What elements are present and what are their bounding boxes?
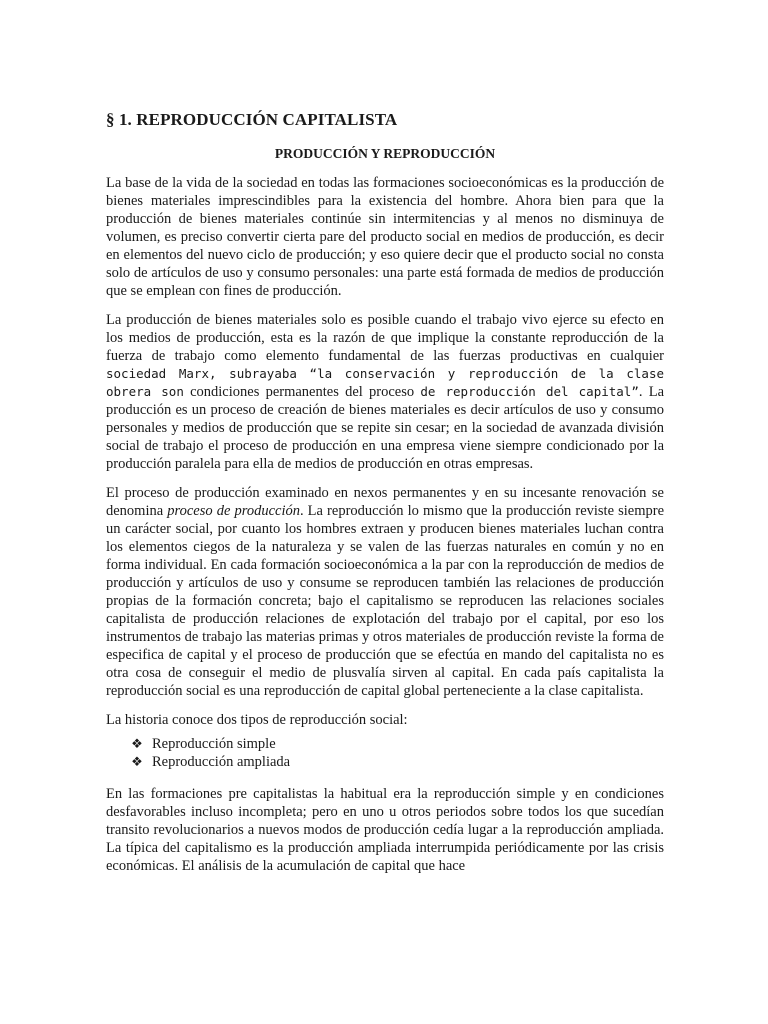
- list-item-label: Reproducción ampliada: [152, 754, 291, 770]
- paragraph-2-text-c: . La producción es un proceso de creación de bienes materiales es decir artículos de uso y consumo personales y medios de producción que se repite sin cesar; en la sociedad de avanzada división social de trabajo el proceso de producción en una empresa viene siempre condicionado por la producción paralela para ella de medios de producción en otras empresas.: [106, 384, 665, 472]
- paragraph-3: [106, 484, 664, 700]
- paragraph-2-text-a: La producción de bienes materiales solo es posible cuando el trabajo vivo ejerce su efecto en los medios de producción, esta es la razón de que implique la constante reproducción de la fuerza de trabajo como elemento fundamental de las fuerzas productivas en cualquier: [106, 312, 664, 364]
- paragraph-4: La historia conoce dos tipos de reproducción social:: [106, 712, 408, 728]
- paragraph-2-text-b: condiciones permanentes del proceso: [183, 384, 421, 400]
- diamond-bullet-icon: ❖: [131, 736, 143, 751]
- bullet-list: [130, 735, 664, 771]
- paragraph-2: [106, 311, 664, 473]
- paragraph-3-text-a: El proceso de producción examinado en nexos permanentes y en su incesante renovación se denomina: [106, 485, 664, 519]
- list-item: [130, 735, 664, 753]
- paragraph-3-emphasis: proceso de producción: [167, 503, 300, 519]
- section-heading: § 1. REPRODUCCIÓN CAPITALISTA: [106, 110, 398, 129]
- paragraph-1: La base de la vida de la sociedad en todas las formaciones socioeconómicas es la producción de bienes materiales imprescindibles para la existencia del hombre. Ahora bien para que la producción de bienes materiales continúe sin intermitencias y al menos no disminuya de volumen, es preciso convertir cierta pare del producto social en medios de producción, es decir en elementos del nuevo ciclo de producción; y eso quiere decir que el producto social no consta solo de artículos de uso y consumo personales: una parte está formada de medios de producción que se emplean con fines de producción.: [106, 175, 664, 299]
- paragraph-3-text-b: . La reproducción lo mismo que la producción reviste siempre un carácter social, por cuanto los hombres extraen y producen bienes materiales luchan contra los elementos ciegos de la naturaleza y se valen de las fuerzas naturales en común y no en forma individual. En cada formación socioeconómica a la par con la reproducción de medios de producción y artículos de uso y consume se reproducen también las relaciones de producción propias de la formación concreta; bajo el capitalismo se reproducen las relaciones sociales capitalista de producción relaciones de explotación del trabajo por el capital, por eso los instrumentos de trabajo las materias primas y otros materiales de producción reviste la forma de especifica de capital y el proceso de producción que se efectúa en mando del capitalista no es otra cosa de conseguir el medio de plusvalía sirven al capital. En cada país capitalista la reproducción social es una reproducción de capital global perteneciente a la clase capitalista.: [106, 503, 664, 699]
- paragraph-5: En las formaciones pre capitalistas la habitual era la reproducción simple y en condiciones desfavorables incluso incompleta; pero en uno u otros periodos sobre todos los que sucedían transito revolucionarios a nuevos modos de producción cedía lugar a la reproducción ampliada. La típica del capitalismo es la producción ampliada interrumpida periódicamente por las crisis económicas. El análisis de la acumulación de capital que hace: [106, 786, 664, 874]
- list-item: [130, 753, 664, 771]
- paragraph-2-quote-b: de reproducción del capital”: [420, 384, 639, 399]
- section-subheading: PRODUCCIÓN Y REPRODUCCIÓN: [274, 146, 496, 161]
- list-item-label: Reproducción simple: [152, 736, 276, 752]
- paragraph-2-quote-a: sociedad Marx, subrayaba “la conservación y reproducción de la clase obrera son: [106, 366, 664, 399]
- diamond-bullet-icon: ❖: [131, 754, 143, 769]
